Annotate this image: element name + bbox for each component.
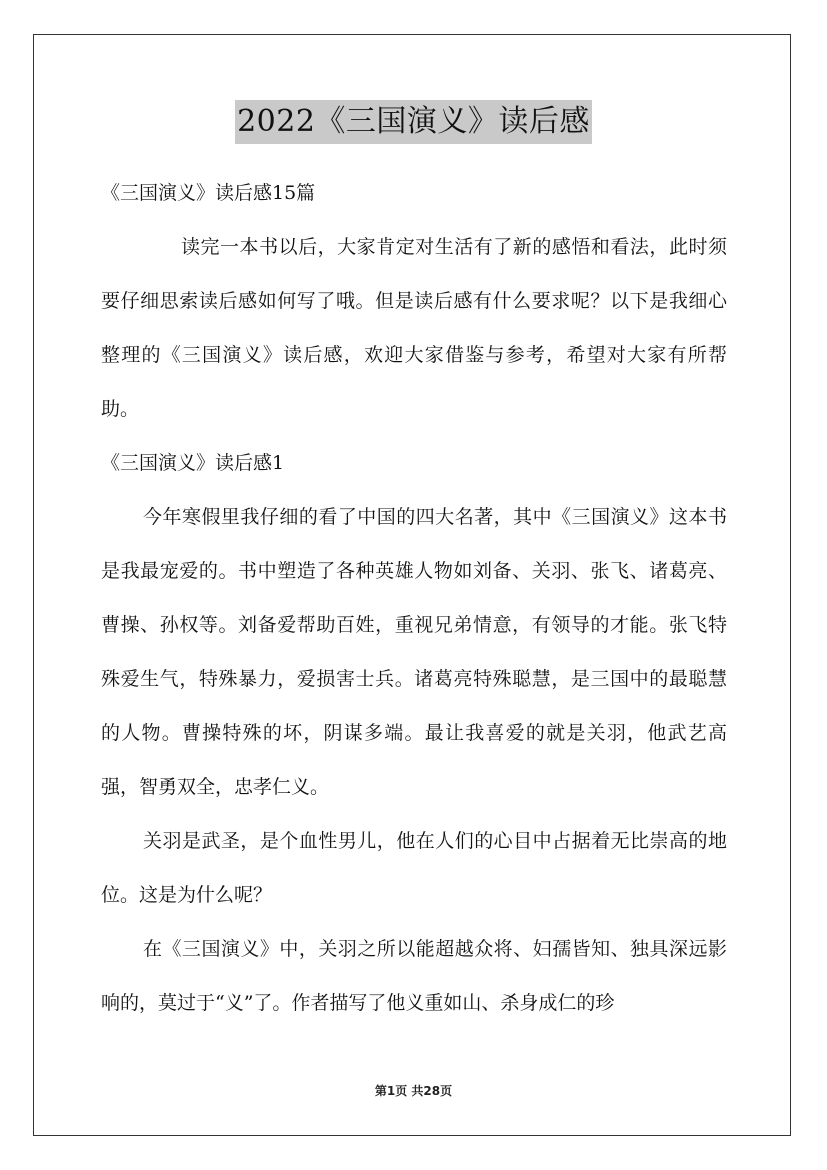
document-title-wrap <box>0 100 827 144</box>
document-subtitle: 《三国演义》读后感15篇 <box>101 182 316 204</box>
body-paragraph: 在《三国演义》中，关羽之所以能超越众将、妇孺皆知、独具深远影响的，莫过于“义”了。作者描写了他义重如山、杀身成仁的珍 <box>101 938 727 1014</box>
document-body <box>101 166 727 1030</box>
document-title: 2022《三国演义》读后感 <box>235 100 592 144</box>
body-paragraph: 关羽是武圣，是个血性男儿，他在人们的心目中占据着无比崇高的地位。这是为什么呢？ <box>101 830 727 906</box>
section-heading: 《三国演义》读后感1 <box>101 452 285 474</box>
body-paragraph: 今年寒假里我仔细的看了中国的四大名著，其中《三国演义》这本书是我最宠爱的。书中塑造了各种英雄人物如刘备、关羽、张飞、诸葛亮、曹操、孙权等。刘备爱帮助百姓，重视兄弟情意，有领导的才能。张飞特殊爱生气，特殊暴力，爱损害士兵。诸葛亮特殊聪慧，是三国中的最聪慧的人物。曹操特殊的坏，阴谋多端。最让我喜爱的就是关羽，他武艺高强，智勇双全，忠孝仁义。 <box>101 506 727 798</box>
intro-paragraph: 读完一本书以后，大家肯定对生活有了新的感悟和看法，此时须要仔细思索读后感如何写了哦。但是读后感有什么要求呢？以下是我细心整理的《三国演义》读后感，欢迎大家借鉴与参考，希望对大家有所帮助。 <box>101 236 727 420</box>
page-footer: 第1页 共28页 <box>374 1084 453 1098</box>
